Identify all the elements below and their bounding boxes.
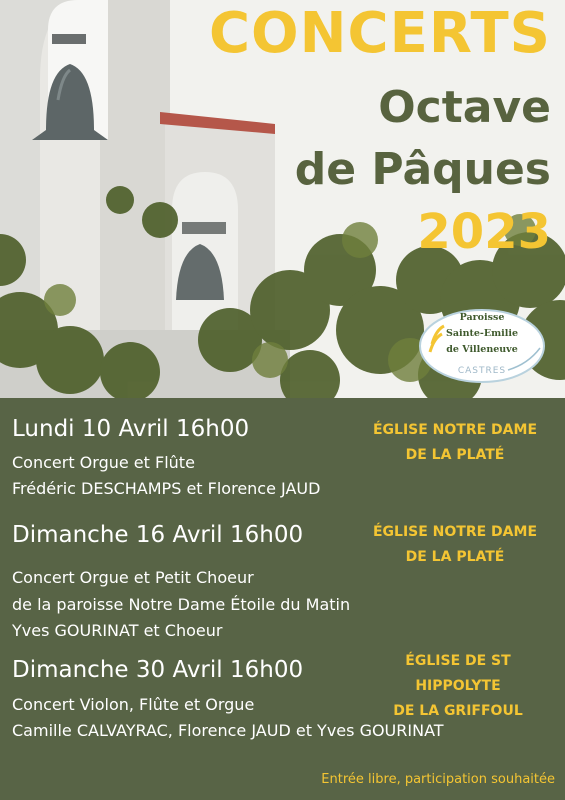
footer-note: Entrée libre, participation souhaitée xyxy=(321,772,555,787)
event-line: Concert Orgue et Petit Choeur xyxy=(12,568,254,587)
event-line: Concert Orgue et Flûte xyxy=(12,453,195,472)
parish-logo xyxy=(418,308,546,384)
event-date: Dimanche 30 Avril 16h00 xyxy=(12,657,304,683)
logo-line1: Paroisse xyxy=(459,312,505,323)
venue-line: ÉGLISE NOTRE DAME xyxy=(372,422,538,438)
logo-line3: de Villeneuve xyxy=(446,344,518,355)
venue-line: DE LA PLATÉ xyxy=(405,549,505,565)
event-line: de la paroisse Notre Dame Étoile du Matin xyxy=(12,595,351,614)
logo-city: CASTRES xyxy=(457,366,507,376)
header-photo-area xyxy=(0,0,565,398)
subtitle-line2: de Pâques xyxy=(294,144,551,195)
year: 2023 xyxy=(417,204,551,260)
event-line: Concert Violon, Flûte et Orgue xyxy=(12,695,255,714)
event-venue xyxy=(370,520,540,570)
venue-line: ÉGLISE DE ST HIPPOLYTE xyxy=(405,653,511,694)
venue-line: ÉGLISE NOTRE DAME xyxy=(372,524,538,540)
event-date: Dimanche 16 Avril 16h00 xyxy=(12,522,304,548)
venue-line: DE LA GRIFFOUL xyxy=(393,703,523,719)
event-venue xyxy=(370,418,540,468)
event-line: Frédéric DESCHAMPS et Florence JAUD xyxy=(12,479,321,498)
event-line: Camille CALVAYRAC, Florence JAUD et Yves GOURINAT xyxy=(12,721,444,740)
title: CONCERTS xyxy=(208,1,551,66)
logo-line2: Sainte-Emilie xyxy=(445,328,519,339)
event-line: Yves GOURINAT et Choeur xyxy=(12,621,223,640)
event-date: Lundi 10 Avril 16h00 xyxy=(12,416,250,442)
event-venue xyxy=(373,649,543,724)
venue-line: DE LA PLATÉ xyxy=(405,447,505,463)
subtitle-line1: Octave xyxy=(378,82,551,133)
